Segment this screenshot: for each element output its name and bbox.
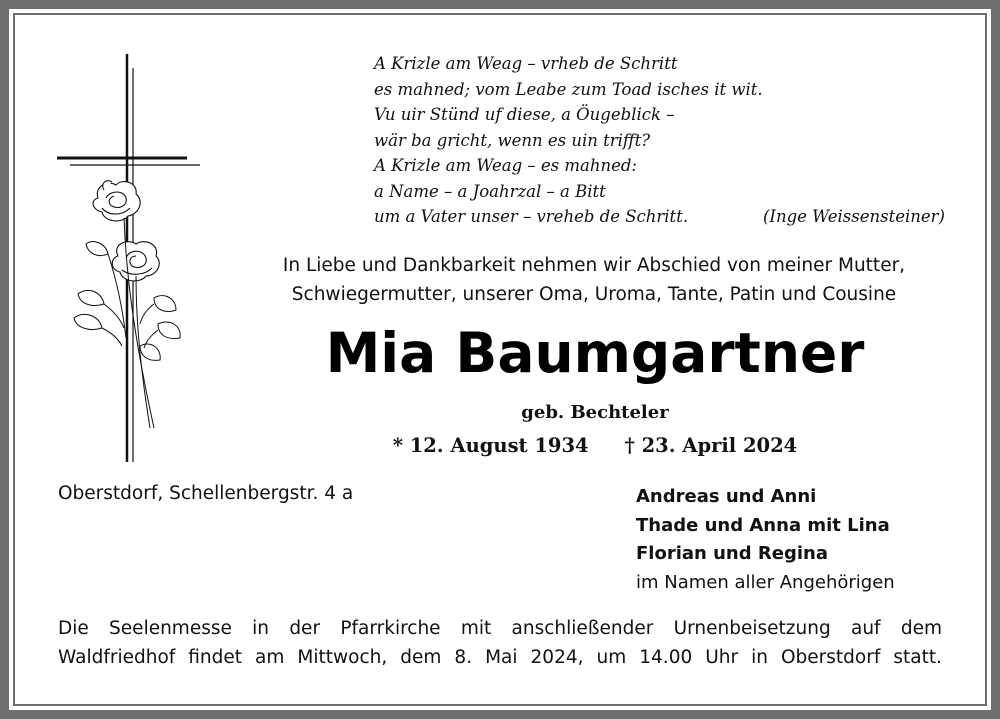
funeral-notice-line: Die Seelenmesse in der Pfarrkirche mit anschließender Urnenbeisetzung auf dem [58,618,942,639]
poem-attribution: (Inge Weissensteiner) [763,207,945,226]
family-signature-note: im Namen aller Angehörigen [636,571,895,593]
funeral-notice [58,614,942,672]
poem-line: A Krizle am Weag – es mahned: [374,156,637,175]
family-signature [636,483,895,597]
family-member: Thade und Anna mit Lina [636,514,890,536]
family-member: Andreas und Anni [636,486,817,507]
poem-line: A Krizle am Weag – vrheb de Schritt [374,54,678,73]
intro-line: Schwiegermutter, unserer Oma, Uroma, Tante, Patin und Cousine [291,284,897,305]
family-member: Florian und Regina [636,543,828,564]
life-dates [280,434,910,457]
poem [374,51,948,230]
birth-name: geb. Bechteler [521,402,669,423]
poem-line: um a Vater unser – vreheb de Schritt. [374,207,689,226]
cross-with-roses-illustration [50,48,220,468]
deceased-name: Mia Baumgartner [325,321,865,385]
poem-last-line [374,204,948,230]
poem-line: es mahned; vom Leabe zum Toad isches it wit. [374,79,763,99]
death-date: † 23. April 2024 [624,434,798,457]
poem-line: a Name – a Joahrzal – a Bitt [374,181,606,201]
birth-date: * 12. August 1934 [392,434,589,457]
poem-line: Vu uir Stünd uf diese, a Öugeblick – [374,105,675,124]
address: Oberstdorf, Schellenbergstr. 4 a [58,483,354,504]
rose-icon-second [112,242,159,281]
funeral-notice-line: Waldfriedhof findet am Mittwoch, dem 8. Mai 2024, um 14.00 Uhr in Oberstdorf statt. [58,647,942,668]
poem-line: wär ba gricht, wenn es uin trifft? [374,130,651,150]
rose-icon [93,181,140,221]
intro-line: In Liebe und Dankbarkeit nehmen wir Abschied von meiner Mutter, [282,255,906,276]
intro-text [244,251,944,309]
